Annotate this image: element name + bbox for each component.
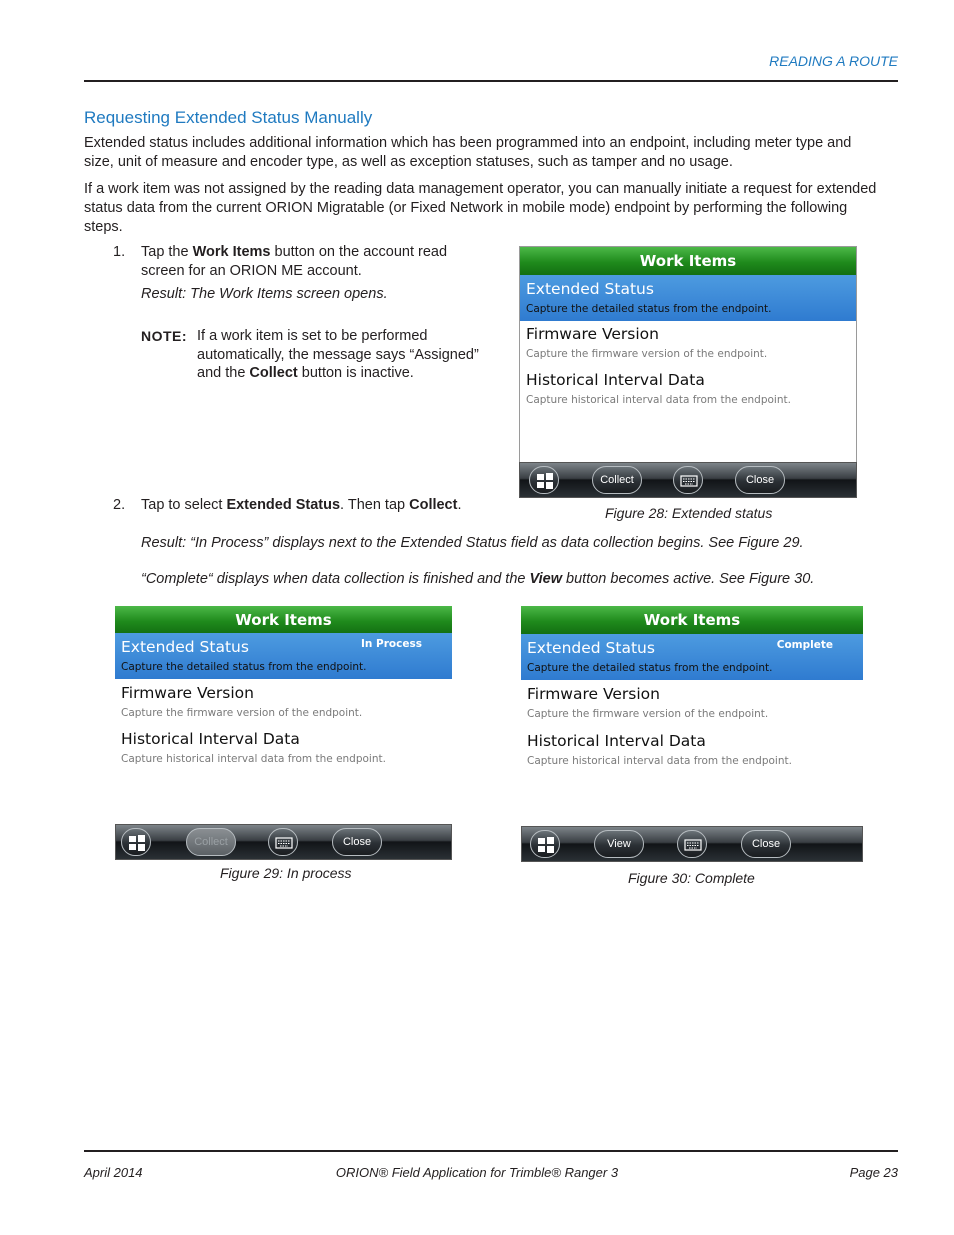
close-button[interactable]: Close [735,466,785,494]
step-number: 1. [113,244,126,260]
figure-28-toolbar [519,462,857,498]
figure-30-screen [521,606,863,794]
figure-30-caption: Figure 30: Complete [628,870,755,886]
keyboard-icon[interactable] [677,830,707,858]
collect-button-disabled: Collect [186,828,236,856]
item-firmware-version[interactable]: Firmware Version Capture the firmware version of the endpoint. [121,684,363,719]
note-text: If a work item is set to be performed automatically, the message says “Assigned” and the Collect button is inactive. [197,328,479,381]
figure-28-caption: Figure 28: Extended status [605,505,773,521]
step-1-result: Result: The Work Items screen opens. [141,286,388,302]
close-button[interactable]: Close [332,828,382,856]
footer-doc-title: ORION® Field Application for Trimble® Ranger 3 [335,1165,619,1180]
item-historical-interval-data[interactable]: Historical Interval Data Capture historical interval data from the endpoint. [527,732,792,767]
screen-title: Work Items [520,247,856,275]
item-firmware-version[interactable]: Firmware Version Capture the firmware version of the endpoint. [527,685,769,720]
section-title: Requesting Extended Status Manually [84,108,373,127]
item-historical-interval-data[interactable]: Historical Interval Data Capture historical interval data from the endpoint. [526,371,791,406]
windows-start-icon[interactable] [121,828,151,856]
figure-29-screen [115,606,452,792]
keyboard-icon[interactable] [268,828,298,856]
figure-29-caption: Figure 29: In process [220,865,352,881]
view-button[interactable]: View [594,830,644,858]
footer-page: Page 23 [849,1165,898,1180]
collect-button[interactable]: Collect [592,466,642,494]
status-badge: Complete [776,639,833,651]
screen-title: Work Items [115,606,452,634]
note-label: NOTE: [141,328,188,344]
item-extended-status[interactable]: Extended Status In Process Capture the detailed status from the endpoint. [115,633,452,679]
step-number: 2. [113,497,126,513]
figure-28-screen [519,246,857,464]
item-extended-status[interactable]: Extended Status Capture the detailed status from the endpoint. [520,275,856,321]
footer-date: April 2014 [84,1165,143,1180]
item-historical-interval-data[interactable]: Historical Interval Data Capture historical interval data from the endpoint. [121,730,386,765]
close-button[interactable]: Close [741,830,791,858]
figure-29-toolbar [115,824,452,860]
item-firmware-version[interactable]: Firmware Version Capture the firmware version of the endpoint. [526,325,768,360]
header-rule [84,80,898,82]
item-extended-status[interactable]: Extended Status Complete Capture the detailed status from the endpoint. [521,634,863,680]
status-badge: In Process [361,638,422,650]
figure-30-toolbar [521,826,863,862]
keyboard-icon[interactable] [673,466,703,494]
step-2-result: Result: “In Process” displays next to the Extended Status field as data collection begins. See Figure 29. [141,535,804,551]
footer-rule [84,1150,898,1152]
screen-title: Work Items [521,606,863,634]
step-2-complete-note: “Complete“ displays when data collection is finished and the View button becomes active. See Figure 30. [141,571,815,587]
running-header: READING A ROUTE [769,53,898,69]
windows-start-icon[interactable] [529,466,559,494]
paragraph-1: Extended status includes additional information which has been programmed into an endpoint, including meter type and size, unit of measure and encoder type, as well as exception statuses, such as tamper and no usage. [84,135,852,170]
paragraph-2: If a work item was not assigned by the reading data management operator, you can manually initiate a request for extended status data from the current ORION Migratable (or Fixed Network in mobile mode) endpoint by performing the following steps. [84,181,877,235]
windows-start-icon[interactable] [530,830,560,858]
